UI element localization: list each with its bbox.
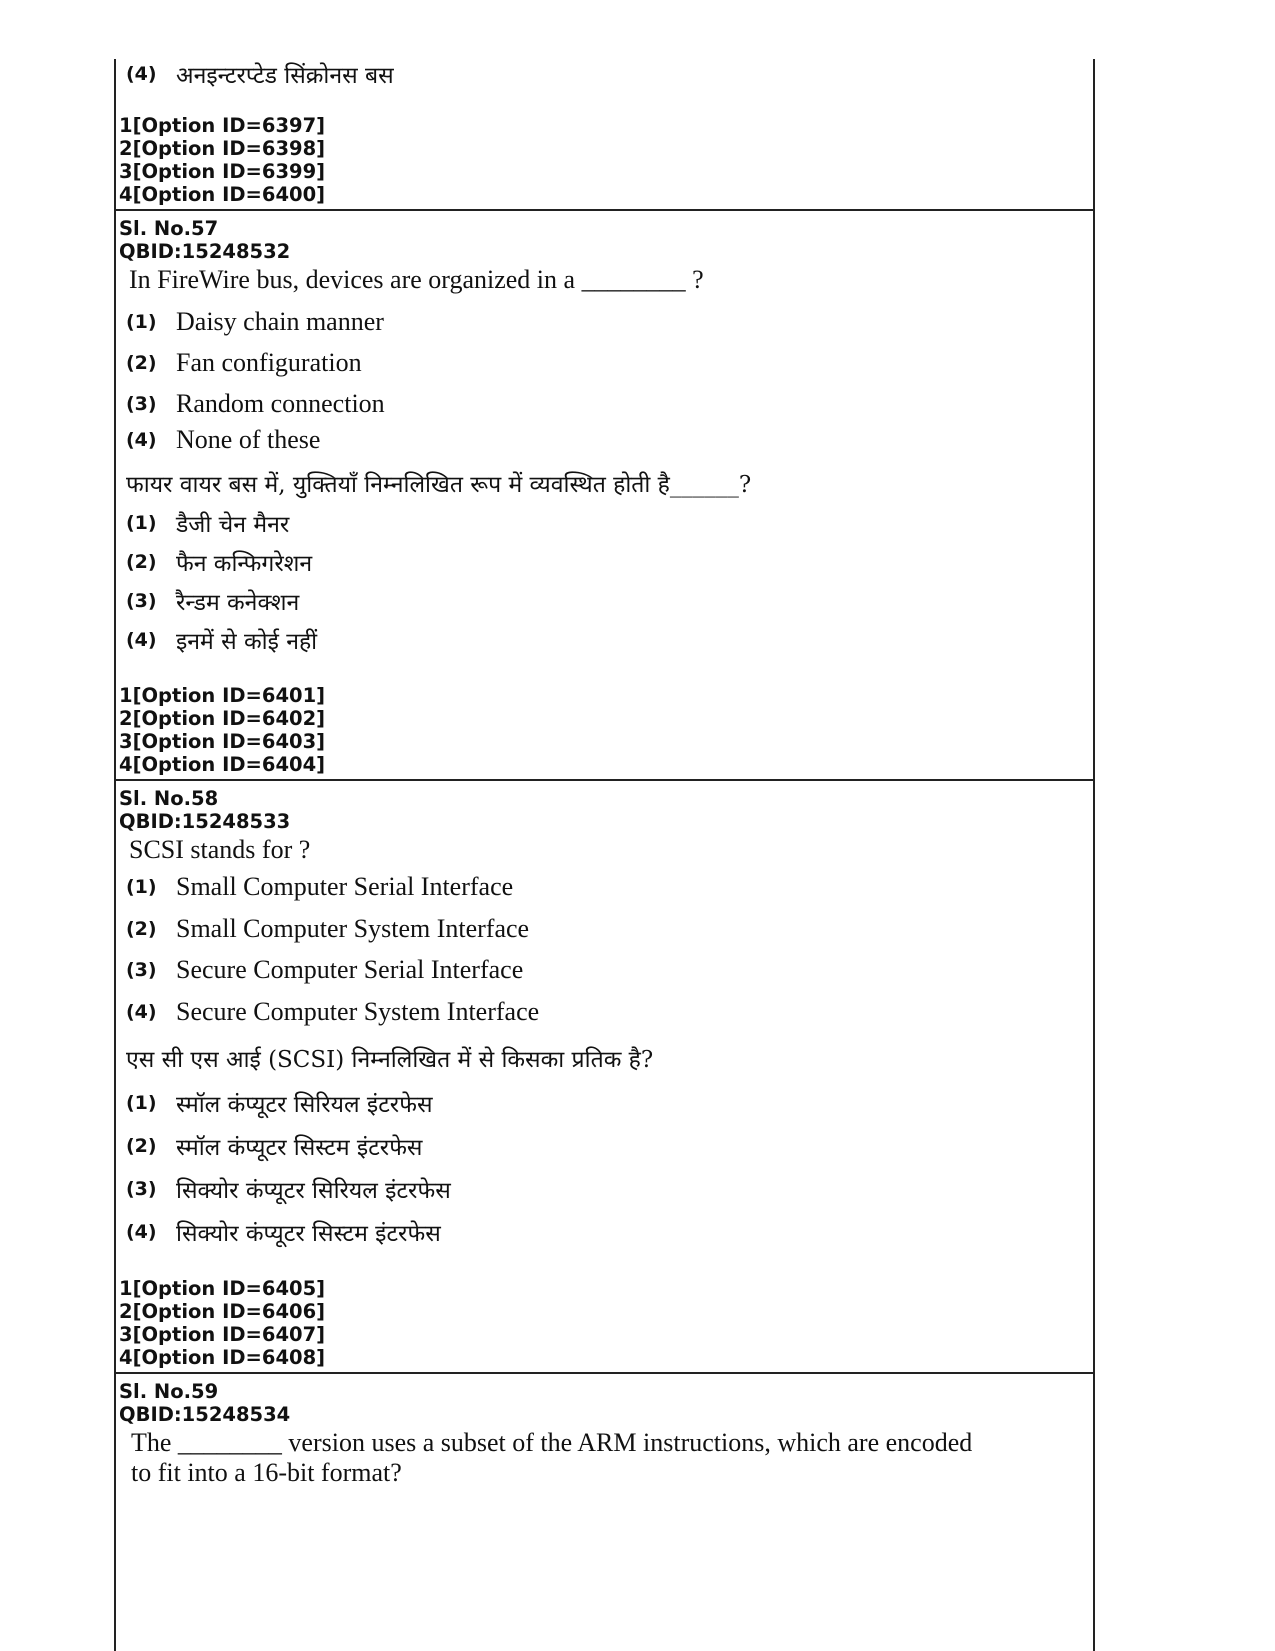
question-line: The ________ version uses a subset of the ARM instructions, which are encoded — [131, 1428, 973, 1457]
option-en-2 — [123, 914, 529, 944]
option-number: (4) — [126, 429, 157, 451]
option-id: 2[Option ID=6406] — [119, 1300, 326, 1323]
question-block-58 — [116, 781, 1093, 1374]
option-number: (4) — [126, 63, 157, 85]
question-text-hi: फायर वायर बस में, युक्तियाँ निम्नलिखित रूप में व्यवस्थित होती है______? — [126, 472, 752, 498]
option-id-list — [119, 114, 325, 206]
option-id: 4[Option ID=6408] — [119, 1346, 326, 1369]
option-text: Small Computer System Interface — [176, 914, 530, 943]
option-number: (2) — [126, 1135, 157, 1157]
option-id: 3[Option ID=6403] — [119, 730, 326, 753]
option-number: (3) — [126, 1178, 157, 1200]
option-id: 3[Option ID=6399] — [119, 160, 326, 183]
option-en-3 — [123, 389, 385, 419]
option-hi-1 — [123, 1087, 433, 1119]
option-text: रैन्डम कनेक्शन — [176, 590, 300, 616]
option-text: Random connection — [176, 389, 385, 418]
question-text-en — [131, 1428, 972, 1488]
option-text: Secure Computer Serial Interface — [176, 955, 524, 984]
qbid: QBID:15248532 — [119, 240, 291, 263]
option-number: (3) — [126, 590, 157, 612]
option-text: फैन कन्फिगरेशन — [176, 551, 313, 577]
option-number: (3) — [126, 959, 157, 981]
option-number: (1) — [126, 876, 157, 898]
option-id: 4[Option ID=6404] — [119, 753, 326, 776]
option-id: 3[Option ID=6407] — [119, 1323, 326, 1346]
option-number: (2) — [126, 551, 157, 573]
option-hi-4 — [123, 624, 317, 656]
option-hi-2 — [123, 546, 312, 578]
option-hi-3 — [123, 1173, 451, 1205]
option-text: स्मॉल कंप्यूटर सिस्टम इंटरफेस — [176, 1135, 423, 1161]
option-text: सिक्योर कंप्यूटर सिस्टम इंटरफेस — [176, 1221, 441, 1247]
option-text: Daisy chain manner — [176, 307, 384, 336]
option-number: (4) — [126, 1221, 157, 1243]
option-number: (3) — [126, 393, 157, 415]
option-en-1 — [123, 307, 384, 337]
question-text-hi: एस सी एस आई (SCSI) निम्नलिखित में से किसका प्रतिक है? — [126, 1047, 654, 1073]
option-number: (1) — [126, 1092, 157, 1114]
option-en-3 — [123, 955, 523, 985]
question-block-57 — [116, 211, 1093, 781]
option-text: Small Computer Serial Interface — [176, 872, 514, 901]
option-en-4 — [123, 997, 539, 1027]
option-number: (1) — [126, 512, 157, 534]
option-text: Secure Computer System Interface — [176, 997, 540, 1026]
option-en-2 — [123, 348, 362, 378]
option-en-1 — [123, 872, 513, 902]
option-number: (4) — [126, 1001, 157, 1023]
option-text: Fan configuration — [176, 348, 362, 377]
option-text: डैजी चेन मैनर — [176, 512, 290, 538]
option-hi-4 — [123, 1216, 441, 1248]
option-id: 1[Option ID=6397] — [119, 114, 326, 137]
option-text: None of these — [176, 425, 321, 454]
option-id: 2[Option ID=6402] — [119, 707, 326, 730]
qbid: QBID:15248533 — [119, 810, 291, 833]
qbid: QBID:15248534 — [119, 1403, 291, 1426]
option-text: स्मॉल कंप्यूटर सिरियल इंटरफेस — [176, 1092, 433, 1118]
option-text: अनइन्टरप्टेड सिंक्रोनस बस — [176, 63, 394, 89]
option-number: (2) — [126, 918, 157, 940]
question-block-59 — [116, 1374, 1093, 1644]
option-id: 1[Option ID=6405] — [119, 1277, 326, 1300]
serial-number: Sl. No.59 — [119, 1380, 219, 1403]
option-hi-3 — [123, 585, 299, 617]
option-number: (2) — [126, 352, 157, 374]
option-id: 4[Option ID=6400] — [119, 183, 326, 206]
option-hi-4 — [123, 58, 394, 90]
option-id: 2[Option ID=6398] — [119, 137, 326, 160]
option-id-list — [119, 684, 325, 776]
question-text-en: SCSI stands for ? — [129, 835, 311, 864]
question-line: to fit into a 16-bit format? — [131, 1458, 402, 1487]
option-id: 1[Option ID=6401] — [119, 684, 326, 707]
question-block-fragment — [116, 59, 1093, 211]
serial-number: Sl. No.57 — [119, 217, 219, 240]
question-paper-frame — [114, 59, 1095, 1651]
option-text: सिक्योर कंप्यूटर सिरियल इंटरफेस — [176, 1178, 451, 1204]
option-hi-2 — [123, 1130, 422, 1162]
serial-number: Sl. No.58 — [119, 787, 219, 810]
option-number: (1) — [126, 311, 157, 333]
option-id-list — [119, 1277, 325, 1369]
option-text: इनमें से कोई नहीं — [176, 629, 318, 655]
question-text-en: In FireWire bus, devices are organized in a ________ ? — [129, 265, 704, 294]
option-number: (4) — [126, 629, 157, 651]
option-en-4 — [123, 425, 320, 455]
option-hi-1 — [123, 507, 289, 539]
